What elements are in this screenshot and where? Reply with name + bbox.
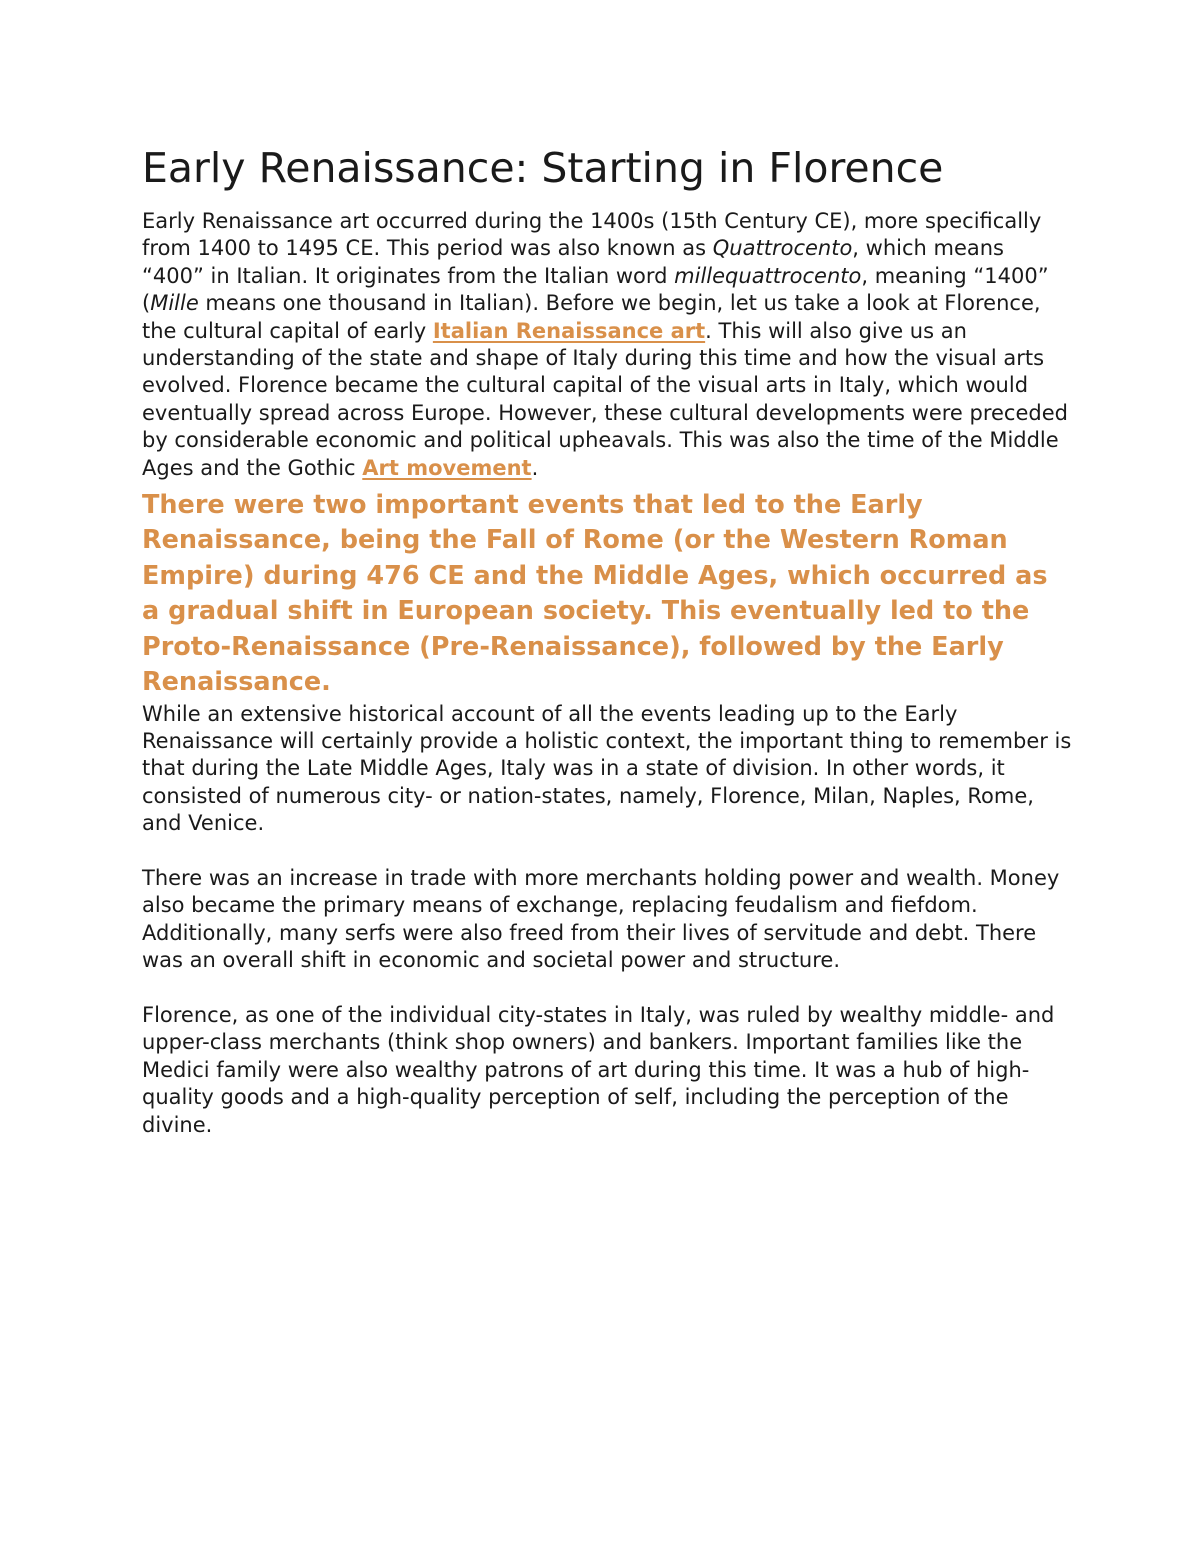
intro-text-6: . xyxy=(531,455,539,480)
intro-text-2: , which means “400” in Italian. It originates from the Italian word xyxy=(142,236,1004,288)
paragraph-division: While an extensive historical account of all the events leading up to the Early Renaissance will certainly provide a holistic context, the important thing to remember is that during the Late Middle Ages, Italy was in a state of division. In other words, it consisted of numerous city- or nation-states, namely, Florence, Milan, Naples, Rome, and Venice. xyxy=(142,701,1072,836)
link-italian-renaissance-art[interactable]: Italian Renaissance art xyxy=(432,318,706,343)
paragraph-trade: There was an increase in trade with more merchants holding power and wealth. Money also became the primary means of exchange, replacing feudalism and fiefdom. Additionally, many serfs were also freed from their lives of servitude and debt. There was an overall shift in economic and societal power and structure. xyxy=(142,865,1060,973)
intro-text-4: means one thousand in Italian). Before we begin, let us take a look at Florence, the cultural capital of early xyxy=(142,291,1041,343)
intro-paragraph xyxy=(142,208,1072,482)
intro-text-5: . This will also give us an understanding of the state and shape of Italy during this time and how the visual arts evolved. Florence became the cultural capital of the visual arts in Italy, which would eventually spread across Europe. However, these cultural developments were preceded by considerable economic and political upheavals. This was also the time of the Middle Ages and the Gothic xyxy=(142,318,1068,480)
page-title: Early Renaissance: Starting in Florence xyxy=(142,144,944,192)
link-art-movement[interactable]: Art movement xyxy=(362,455,532,480)
term-mille: Mille xyxy=(150,291,199,316)
highlighted-callout: There were two important events that led to the Early Renaissance, being the Fall of Rome (or the Western Roman Empire) during 476 CE and the Middle Ages, which occurred as a gradual shift in European society. This eventually led to the Proto-Renaissance (Pre-Renaissance), followed by the Early Renaissance. xyxy=(142,490,1048,698)
term-quattrocento: Quattrocento xyxy=(712,236,853,261)
intro-text-3: , meaning “1400” ( xyxy=(142,263,1049,316)
document-page xyxy=(142,140,1072,1139)
paragraph-florence: Florence, as one of the individual city-states in Italy, was ruled by wealthy middle- and upper-class merchants (think shop owners) and bankers. Important families like the Medici family were also wealthy patrons of art during this time. It was a hub of high-quality goods and a high-quality perception of self, including the perception of the divine. xyxy=(142,1002,1055,1137)
term-millequattrocento: millequattrocento xyxy=(674,263,862,288)
intro-text-1: Early Renaissance art occurred during the 1400s (15th Century CE), more specifically from 1400 to 1495 CE. This period was also known as xyxy=(142,209,1042,261)
